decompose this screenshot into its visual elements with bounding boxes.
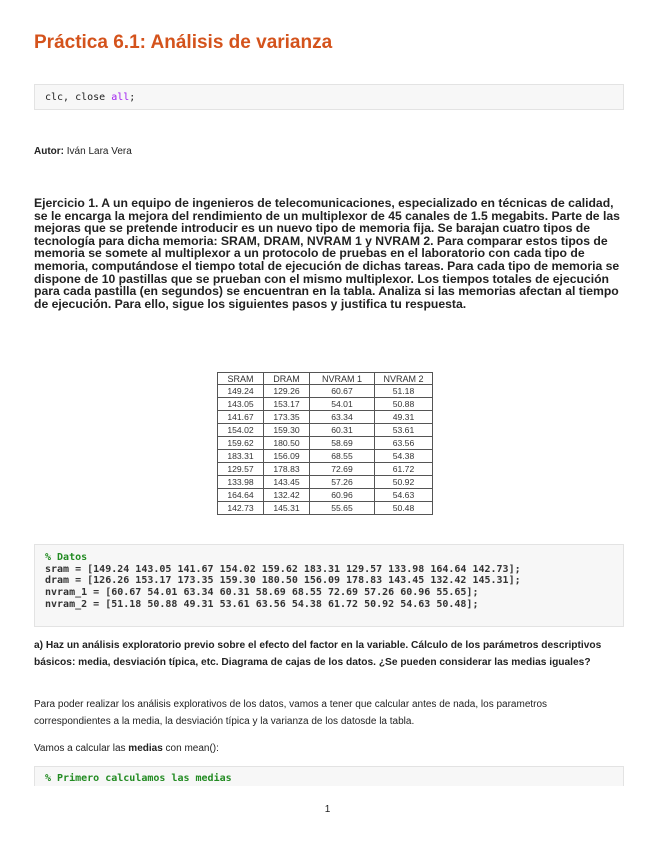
code-block-init xyxy=(34,84,624,110)
table-cell: 156.09 xyxy=(264,450,310,463)
table-cell: 149.24 xyxy=(218,385,264,398)
table-cell: 54.38 xyxy=(375,450,433,463)
table-row xyxy=(218,463,433,476)
author-name: Iván Lara Vera xyxy=(66,146,132,157)
table-cell: 129.26 xyxy=(264,385,310,398)
table-cell: 180.50 xyxy=(264,437,310,450)
table-cell: 53.61 xyxy=(375,424,433,437)
table-cell: 50.92 xyxy=(375,476,433,489)
table-row xyxy=(218,411,433,424)
page-number: 1 xyxy=(324,804,331,815)
paragraph-2 xyxy=(34,740,624,757)
table-row xyxy=(218,502,433,515)
exercise-statement: Ejercicio 1. A un equipo de ingenieros de telecomunicaciones, especializado en técnicas de calidad, se le encarga la mejora del rendimiento de un multiplexor de 45 canales de 1.5 megabits. Parte de las mejoras que se pretende introducir es un nuevo tipo de memoria fija. Se barajan cuatro tipos de tecnología para dicha memoria: SRAM, DRAM, NVRAM 1 y NVRAM 2. Para comparar estos tipos de memoria se somete al multiplexor a un protocolo de pruebas en el laboratorio con cada tipo de memoria, computándose el tiempo total de ejecución de dichas tareas. Para cada tipo de memoria se dispone de 10 pastillas que se prueban con el mismo multiplexor. Los tiempos totales de ejecución para cada pastilla (en segundos) se encuentran en la tabla. Analiza si las memorias afectan al tiempo de ejecución. Para ello, sigue los siguientes pasos y justifica tu respuesta. xyxy=(34,196,620,311)
code-line: sram = [149.24 143.05 141.67 154.02 159.62 183.31 129.57 133.98 164.64 142.73]; xyxy=(45,563,521,575)
code-line: dram = [126.26 153.17 173.35 159.30 180.50 156.09 178.83 143.45 132.42 145.31]; xyxy=(45,575,521,587)
code-line: nvram_2 = [51.18 50.88 49.31 53.61 63.56 54.38 61.72 50.92 54.63 50.48]; xyxy=(45,598,479,610)
table-header-row xyxy=(218,373,433,385)
table-cell: 178.83 xyxy=(264,463,310,476)
table-cell: 61.72 xyxy=(375,463,433,476)
table-row xyxy=(218,398,433,411)
data-table xyxy=(217,372,433,515)
author-label: Autor: xyxy=(34,146,64,157)
table-cell: 58.69 xyxy=(310,437,375,450)
code-block-means xyxy=(34,766,624,786)
table-cell: 63.34 xyxy=(310,411,375,424)
table-cell: 159.62 xyxy=(218,437,264,450)
code-text: clc, close xyxy=(45,92,112,103)
col-header-sram: SRAM xyxy=(218,373,264,385)
author-line xyxy=(34,146,132,157)
table-cell: 154.02 xyxy=(218,424,264,437)
table-cell: 55.65 xyxy=(310,502,375,515)
table-cell: 183.31 xyxy=(218,450,264,463)
table-cell: 129.57 xyxy=(218,463,264,476)
table-cell: 143.05 xyxy=(218,398,264,411)
table-row xyxy=(218,437,433,450)
table-cell: 132.42 xyxy=(264,489,310,502)
table-cell: 50.48 xyxy=(375,502,433,515)
table-cell: 153.17 xyxy=(264,398,310,411)
code-comment: % Datos xyxy=(45,552,88,563)
table-cell: 145.31 xyxy=(264,502,310,515)
table-cell: 159.30 xyxy=(264,424,310,437)
col-header-dram: DRAM xyxy=(264,373,310,385)
table-cell: 51.18 xyxy=(375,385,433,398)
code-keyword: all xyxy=(111,92,130,103)
table-cell: 50.88 xyxy=(375,398,433,411)
table-cell: 142.73 xyxy=(218,502,264,515)
table-cell: 63.56 xyxy=(375,437,433,450)
col-header-nvram1: NVRAM 1 xyxy=(310,373,375,385)
table-cell: 72.69 xyxy=(310,463,375,476)
code-comment: % Primero calculamos las medias xyxy=(45,773,232,784)
table-cell: 60.67 xyxy=(310,385,375,398)
table-row xyxy=(218,385,433,398)
table-row xyxy=(218,476,433,489)
paragraph-2-pre: Vamos a calcular las xyxy=(34,743,129,754)
col-header-nvram2: NVRAM 2 xyxy=(375,373,433,385)
table-cell: 54.63 xyxy=(375,489,433,502)
page-title: Práctica 6.1: Análisis de varianza xyxy=(34,32,333,53)
table-cell: 143.45 xyxy=(264,476,310,489)
paragraph-1: Para poder realizar los análisis explorativos de los datos, vamos a tener que calcular antes de nada, los parametros correspondientes a la media, la desviación típica y la varianza de los datosde la tabla. xyxy=(34,699,548,727)
table-row xyxy=(218,450,433,463)
table-cell: 60.96 xyxy=(310,489,375,502)
table-cell: 60.31 xyxy=(310,424,375,437)
table-cell: 54.01 xyxy=(310,398,375,411)
table-cell: 164.64 xyxy=(218,489,264,502)
table-row xyxy=(218,489,433,502)
table-row xyxy=(218,424,433,437)
table-cell: 68.55 xyxy=(310,450,375,463)
table-cell: 141.67 xyxy=(218,411,264,424)
code-text-end: ; xyxy=(129,92,136,103)
code-line: nvram_1 = [60.67 54.01 63.34 60.31 58.69 68.55 72.69 57.26 60.96 55.65]; xyxy=(45,587,479,599)
table-cell: 133.98 xyxy=(218,476,264,489)
table-cell: 57.26 xyxy=(310,476,375,489)
table-cell: 49.31 xyxy=(375,411,433,424)
question-a: a) Haz un análisis exploratorio previo sobre el efecto del factor en la variable. Cálculo de los parámetros descriptivos básicos: media, desviación típica, etc. Diagrama de cajas de los datos. ¿Se pueden considerar las medias iguales? xyxy=(34,640,602,668)
code-block-data xyxy=(34,544,624,627)
paragraph-2-post: con mean(): xyxy=(162,743,219,754)
table-cell: 173.35 xyxy=(264,411,310,424)
paragraph-2-bold: medias xyxy=(128,743,163,754)
